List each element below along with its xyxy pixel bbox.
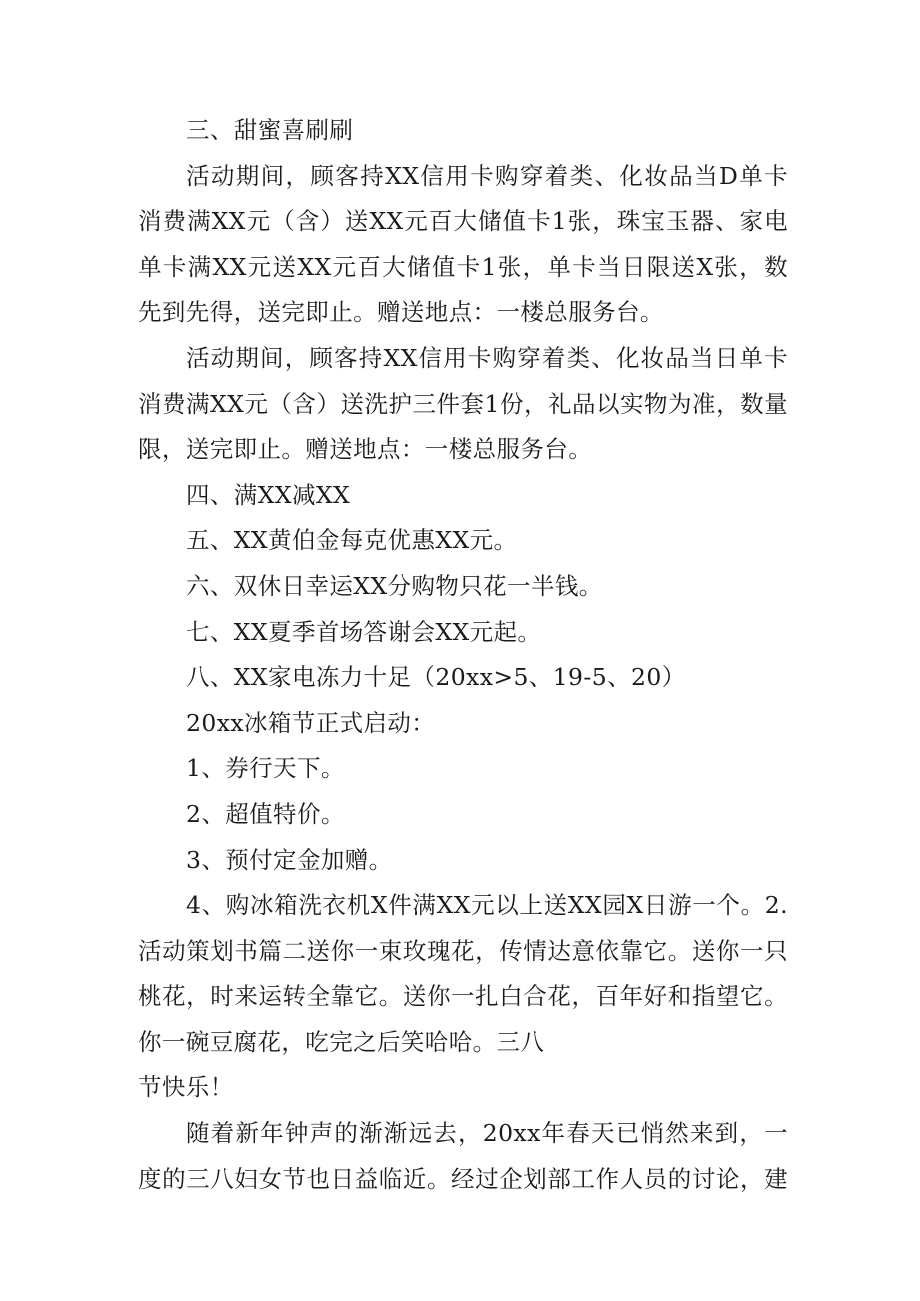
text-line: 限，送完即止。赠送地点：一楼总服务台。 (138, 435, 593, 464)
text-line: 度的三八妇女节也日益临近。经过企划部工作人员的讨论，建 (138, 1164, 788, 1193)
text-line: 单卡满XX元送XX元百大储值卡1张，单卡当日限送X张，数 (138, 252, 788, 281)
text-line: 四、满XX减XX (186, 480, 351, 509)
text-line: 随着新年钟声的渐渐远去，20xx年春天已悄然来到，一 (186, 1119, 788, 1148)
text-line: 4、购冰箱洗衣机X件满XX元以上送XX园X日游一个。2. (186, 891, 788, 920)
text-line: 消费满XX元（含）送XX元百大储值卡1张，珠宝玉器、家电 (138, 207, 788, 236)
text-line: 三、甜蜜喜刷刷 (186, 116, 354, 144)
text-line: 活动策划书篇二送你一束玫瑰花，传情达意依靠它。送你一只 (138, 936, 788, 965)
text-line: 20xx冰箱节正式启动： (186, 708, 436, 737)
text-line: 桃花，时来运转全靠它。送你一扎白合花，百年好和指望它。 (138, 982, 788, 1011)
text-line: 活动期间，顾客持XX信用卡购穿着类、化妆品当D单卡 (186, 161, 788, 190)
text-line: 七、XX夏季首场答谢会XX元起。 (186, 617, 542, 646)
text-line: 3、预付定金加赠。 (186, 845, 393, 874)
text-line: 六、双休日幸运XX分购物只花一半钱。 (186, 571, 603, 600)
text-line: 八、XX家电冻力十足（20xx>5、19-5、20） (186, 663, 686, 692)
document-body (138, 108, 788, 1202)
text-line: 2、超值特价。 (186, 799, 345, 828)
text-line: 你一碗豆腐花，吃完之后笑哈哈。三八 (138, 1027, 545, 1056)
text-line: 1、券行天下。 (186, 754, 345, 783)
text-line: 活动期间，顾客持XX信用卡购穿着类、化妆品当日单卡 (186, 343, 788, 372)
text-line: 五、XX黄伯金每克优惠XX元。 (186, 526, 518, 555)
text-line: 先到先得，送完即止。赠送地点：一楼总服务台。 (138, 298, 664, 327)
text-line: 节快乐！ (138, 1073, 234, 1102)
text-line: 消费满XX元（含）送洗护三件套1份，礼品以实物为准，数量 (138, 389, 788, 418)
